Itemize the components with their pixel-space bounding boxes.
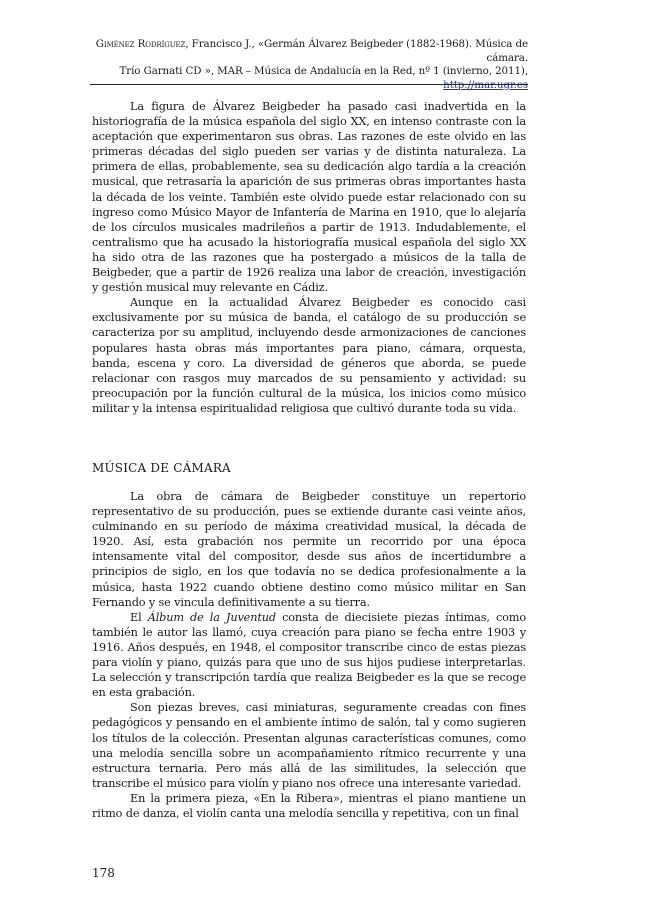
album-title: Álbum de la Juventud (147, 610, 276, 624)
header-citation-line1 (85, 38, 528, 65)
album-rest: consta de diecisiete piezas íntimas, como también le autor las llamó, cuya creación para piano se fecha entre 1903 y 1916. Años después, en 1948, el compositor transcribe cinco de estas piezas para violín y piano, quizás para que uno de sus hijos pudiese interpretarlas. La selección y transcripción tardía que realiza Beigbeder es la que se recoge en esta grabación. (92, 610, 526, 700)
paragraph-album (92, 610, 526, 701)
paragraph-section-1: La obra de cámara de Beigbeder constituye un repertorio representativo de su producción, pues se extiende durante casi veinte años, culminando en su período de máxima creatividad musical, la década de 1920. Así, esta grabación nos permite un recorrido por una época intensamente vital del compositor, desde sus años de incertidumbre a principios de siglo, en los que todavía no se dedica profesionalmente a la música, hasta 1922 cuando obtiene destino como músico militar en San Fernando y se vincula definitivamente a su tierra. (92, 490, 526, 609)
header-citation-rest: , Francisco J., «Germán Álvarez Beigbeder (1882-1968). Música de cámara. (185, 38, 528, 64)
section-text (92, 489, 526, 821)
paragraph-intro-2: Aunque en la actualidad Álvarez Beigbeder es conocido casi exclusivamente por su música de banda, el catálogo de su producción se caracteriza por su amplitud, incluyendo desde armonizaciones de canciones populares hasta obras más importantes para piano, cámara, orquesta, banda, escena y coro. La diversidad de géneros que aborda, se puede relacionar con rasgos muy marcados de su pensamiento y actividad: su preocupación por la función cultural de la música, los inicios como músico militar y la intensa espiritualidad religiosa que cultivó durante toda su vida. (92, 296, 526, 415)
header-authors: Giménez Rodríguez (95, 38, 186, 50)
page-number: 178 (92, 866, 115, 880)
section-heading: MÚSICA DE CÁMARA (92, 461, 231, 475)
header-divider (90, 84, 528, 85)
header-citation-line2: Trío Garnati CD », MAR – Música de Andalucía en la Red, nº 1 (invierno, 2011), (119, 65, 528, 77)
album-lead: El (130, 610, 148, 624)
paragraph-intro-1: La figura de Álvarez Beigbeder ha pasado casi inadvertida en la historiografía de la música española del siglo XX, en intenso contraste con la aceptación que experimentaron sus obras. Las razones de este olvido en las primeras décadas del siglo pueden ser varias y de distinta naturaleza. La primera de ellas, probablemente, sea su dedicación algo tardía a la creación musical, que retrasaría la aparición de sus primeras obras importantes hasta la década de los veinte. También este olvido puede estar relacionado con su ingreso como Músico Mayor de Infantería de Marina en 1910, que lo alejaría de los círculos musicales madrileños a partir de 1913. Indudablemente, el centralismo que ha acusado la historiografía musical española del siglo XX ha sido otra de las razones que ha postergado a músicos de la talla de Beigbeder, que a partir de 1926 realiza una labor de creación, investigación y gestión musical muy relevante en Cádiz. (92, 100, 526, 295)
paragraph-section-3: Son piezas breves, casi miniaturas, seguramente creadas con fines pedagógicos y pensando en el ambiente íntimo de salón, tal y como sugieren los títulos de la colección. Presentan algunas características comunes, como una melodía sencilla sobre un acompañamiento rítmico recurrente y una estructura ternaria. Pero más allá de las similitudes, la selección que transcribe el músico para violín y piano nos ofrece una interesante variedad. (92, 701, 526, 790)
header-url-link[interactable]: http://mar.ugr.es (443, 78, 528, 91)
intro-text (92, 99, 526, 416)
paragraph-section-4: En la primera pieza, «En la Ribera», mientras el piano mantiene un ritmo de danza, el violín canta una melodía sencilla y repetitiva, con un final (92, 791, 526, 820)
